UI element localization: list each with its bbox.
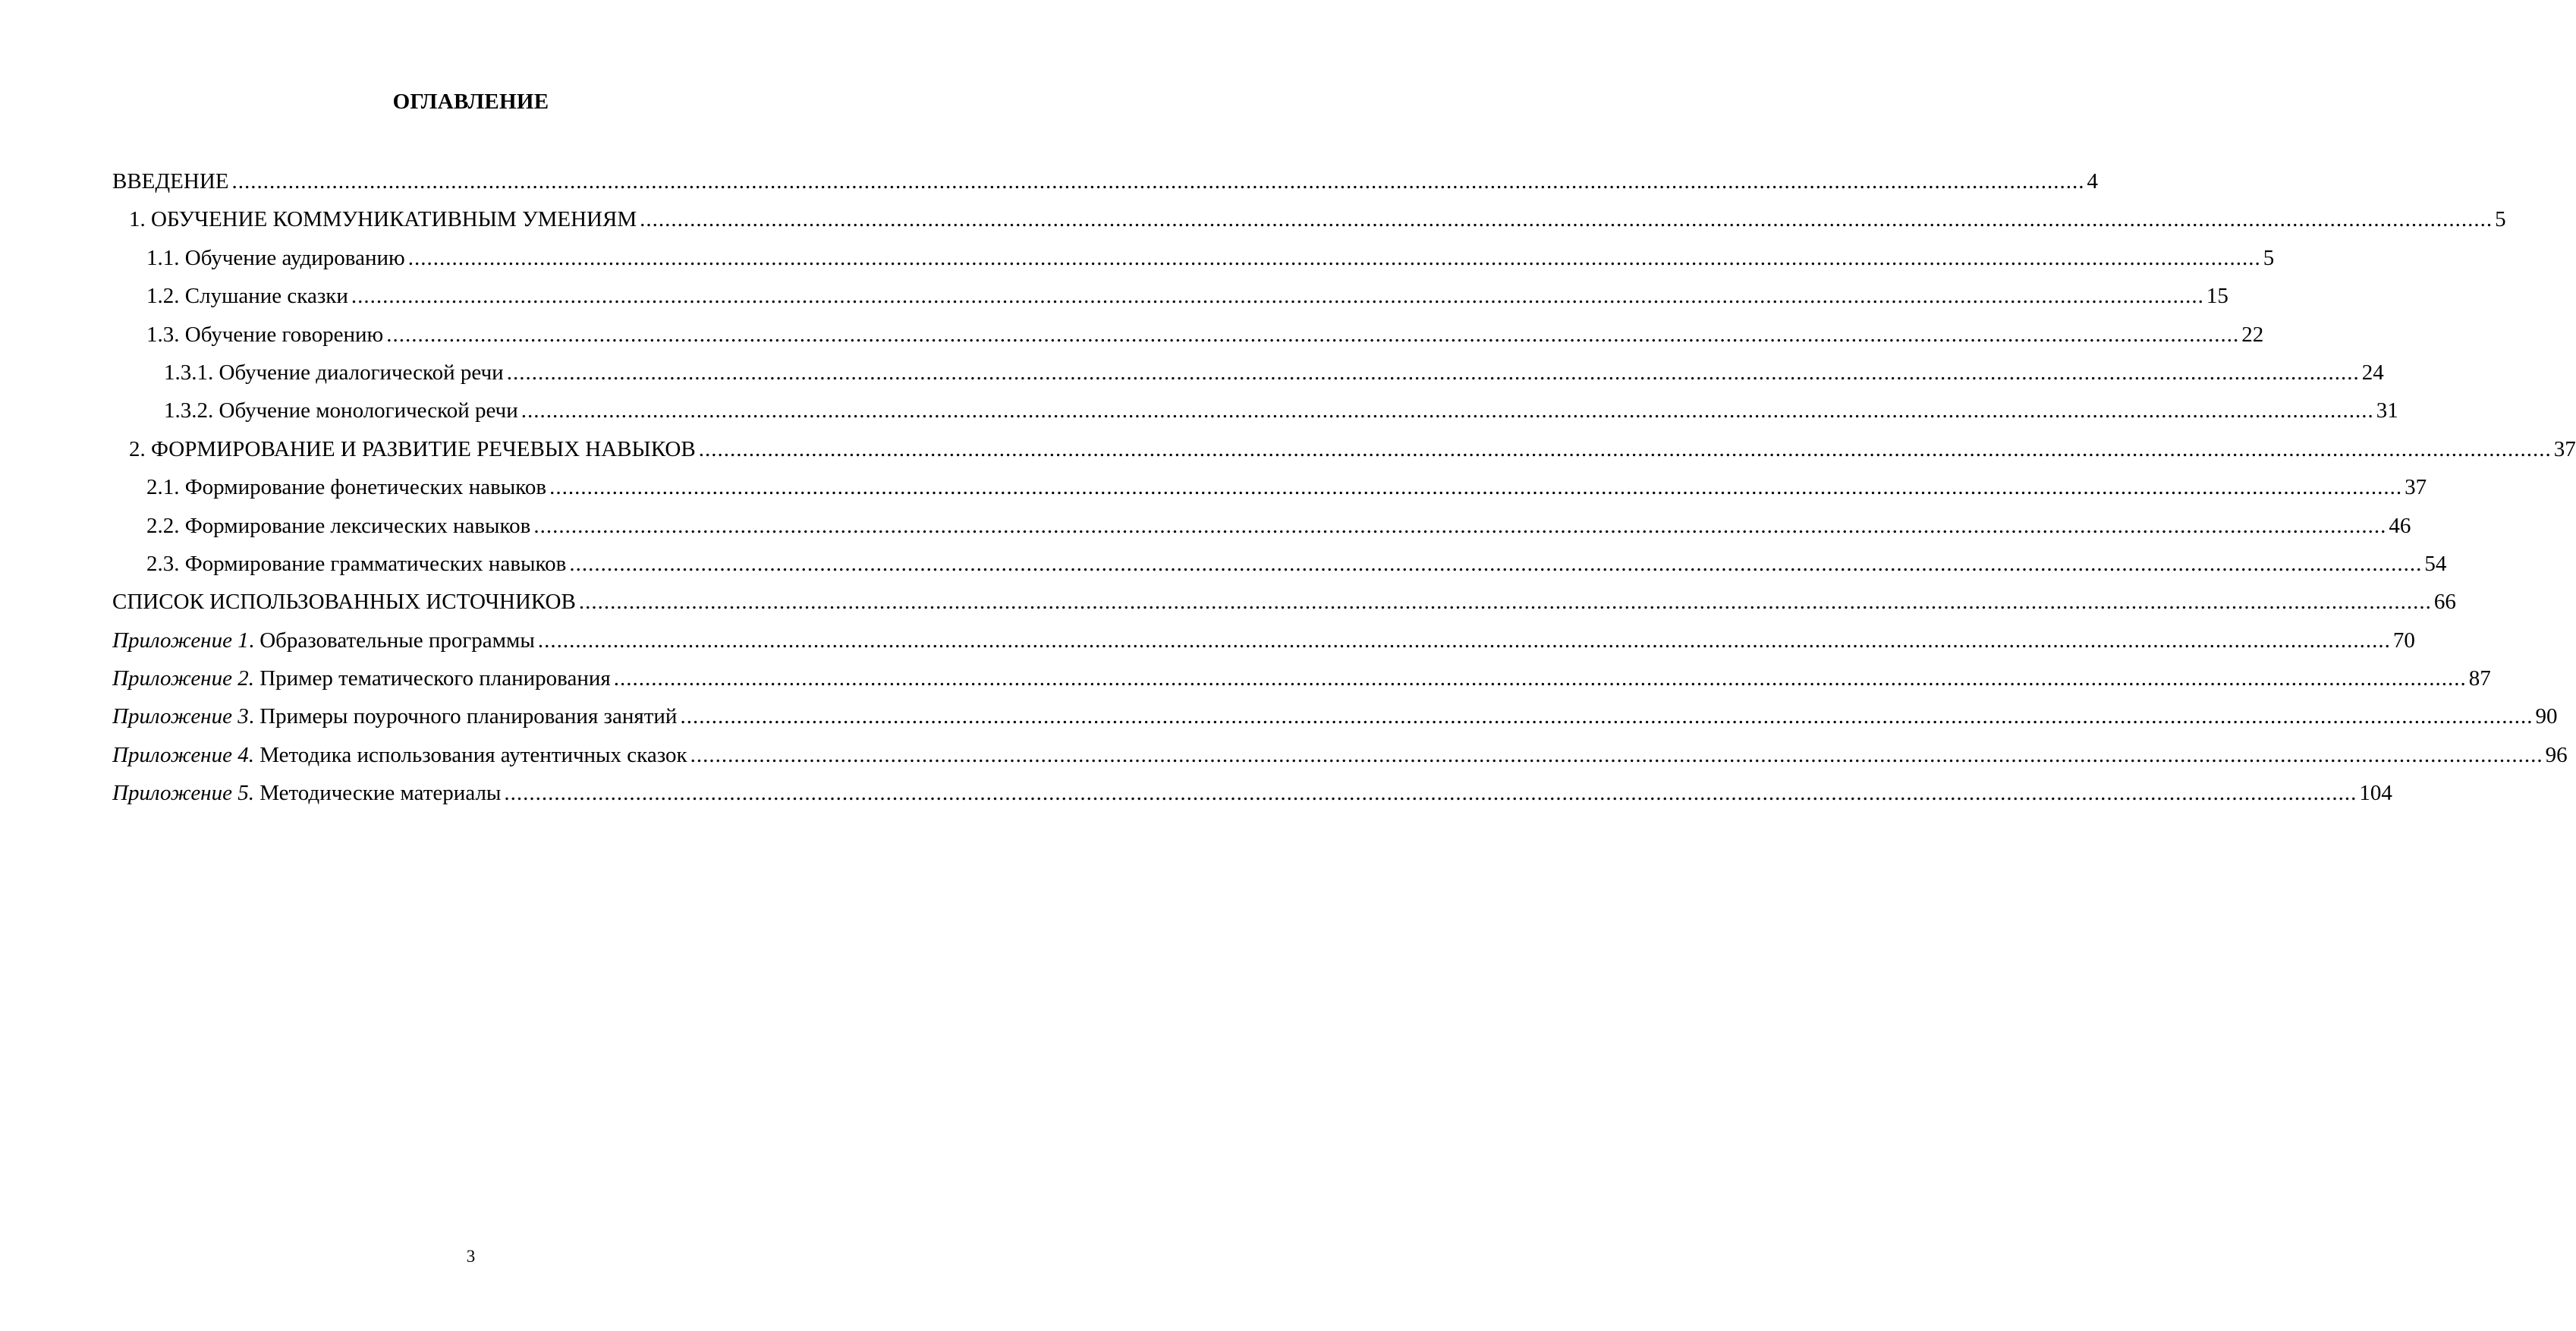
toc-entry-title: 1.1. Обучение аудированию bbox=[146, 245, 405, 270]
toc-entry-page: 31 bbox=[2376, 398, 2398, 423]
toc-entry-page: 66 bbox=[2433, 590, 2456, 615]
toc-entry[interactable] bbox=[112, 697, 2558, 735]
toc-entry-title: 1.2. Слушание сказки bbox=[146, 284, 348, 309]
dot-leader bbox=[507, 354, 2360, 392]
toc-entry-title: 1. ОБУЧЕНИЕ КОММУНИКАТИВНЫМ УМЕНИЯМ bbox=[129, 207, 637, 232]
toc-entry-title: 1.3.1. Обучение диалогической речи bbox=[164, 360, 504, 385]
table-of-contents bbox=[112, 162, 2576, 813]
toc-entry-page: 90 bbox=[2535, 704, 2558, 729]
toc-entry-page: 46 bbox=[2389, 513, 2411, 538]
toc-entry[interactable] bbox=[112, 430, 2576, 468]
toc-entry-page: 37 bbox=[2405, 475, 2427, 500]
toc-entry[interactable] bbox=[112, 507, 2411, 545]
dot-leader bbox=[538, 621, 2391, 659]
toc-entry[interactable] bbox=[112, 200, 2506, 238]
toc-entry-title: . Образовательные программы bbox=[248, 628, 535, 653]
toc-entry[interactable] bbox=[112, 162, 2098, 200]
toc-entry-prefix: Приложение 2. bbox=[112, 666, 254, 691]
page-title: ОГЛАВЛЕНИЕ bbox=[392, 90, 549, 114]
toc-entry-title: ВВЕДЕНИЕ bbox=[112, 169, 229, 194]
dot-leader bbox=[680, 697, 2533, 735]
toc-entry-title: 2.2. Формирование лексических навыков bbox=[146, 513, 531, 538]
toc-entry-page: 24 bbox=[2361, 360, 2384, 385]
dot-leader bbox=[640, 200, 2493, 238]
toc-entry-page: 15 bbox=[2206, 284, 2228, 309]
toc-entry-title: 1.3. Обучение говорению bbox=[146, 322, 384, 347]
dot-leader bbox=[386, 316, 2239, 354]
dot-leader bbox=[521, 392, 2374, 430]
toc-entry-page: 70 bbox=[2392, 628, 2415, 653]
toc-entry[interactable] bbox=[112, 774, 2392, 812]
toc-entry-page: 54 bbox=[2424, 551, 2447, 576]
dot-leader bbox=[504, 774, 2357, 812]
toc-entry-title: 2.3. Формирование грамматических навыков bbox=[146, 551, 567, 576]
toc-entry-title: 1.3.2. Обучение монологической речи bbox=[164, 398, 518, 423]
page-number: 3 bbox=[466, 1247, 476, 1266]
dot-leader bbox=[232, 162, 2085, 200]
toc-entry-title: Методические материалы bbox=[253, 781, 502, 806]
toc-entry[interactable] bbox=[112, 392, 2398, 430]
toc-entry-page: 5 bbox=[2495, 207, 2506, 232]
toc-entry-title: Методика использования аутентичных сказок bbox=[253, 742, 687, 767]
toc-entry-prefix: Приложение 4. bbox=[112, 742, 254, 767]
dot-leader bbox=[569, 545, 2422, 583]
dot-leader bbox=[408, 239, 2261, 277]
toc-entry-page: 4 bbox=[2087, 169, 2098, 194]
dot-leader bbox=[699, 430, 2552, 468]
toc-entry-title: . Примеры поурочного планирования занятий bbox=[248, 704, 678, 729]
toc-entry-prefix: Приложение 5. bbox=[112, 781, 254, 806]
dot-leader bbox=[549, 468, 2402, 506]
toc-entry[interactable] bbox=[112, 621, 2415, 659]
toc-entry-prefix: Приложение 1 bbox=[112, 628, 249, 653]
toc-entry[interactable] bbox=[112, 354, 2384, 392]
toc-entry-page: 22 bbox=[2241, 322, 2264, 347]
toc-entry[interactable] bbox=[112, 583, 2456, 621]
toc-entry[interactable] bbox=[112, 316, 2264, 354]
toc-entry-page: 87 bbox=[2468, 666, 2491, 691]
dot-leader bbox=[690, 736, 2543, 774]
toc-entry-prefix: Приложение 3 bbox=[112, 704, 249, 729]
toc-entry-title: Пример тематического планирования bbox=[253, 666, 611, 691]
dot-leader bbox=[579, 583, 2432, 621]
toc-entry[interactable] bbox=[112, 239, 2275, 277]
toc-entry-page: 104 bbox=[2359, 781, 2392, 806]
toc-entry[interactable] bbox=[112, 277, 2228, 315]
toc-entry-title: 2.1. Формирование фонетических навыков bbox=[146, 475, 547, 500]
toc-entry[interactable] bbox=[112, 659, 2491, 697]
toc-entry-page: 37 bbox=[2553, 436, 2576, 461]
dot-leader bbox=[614, 659, 2467, 697]
toc-entry[interactable] bbox=[112, 736, 2568, 774]
toc-entry-title: СПИСОК ИСПОЛЬЗОВАННЫХ ИСТОЧНИКОВ bbox=[112, 590, 576, 615]
toc-entry-title: 2. ФОРМИРОВАНИЕ И РАЗВИТИЕ РЕЧЕВЫХ НАВЫКОВ bbox=[129, 436, 696, 461]
toc-entry[interactable] bbox=[112, 545, 2447, 583]
toc-entry-page: 96 bbox=[2545, 742, 2568, 767]
dot-leader bbox=[351, 277, 2204, 315]
toc-entry-page: 5 bbox=[2263, 245, 2275, 270]
dot-leader bbox=[533, 507, 2386, 545]
toc-entry[interactable] bbox=[112, 468, 2427, 506]
